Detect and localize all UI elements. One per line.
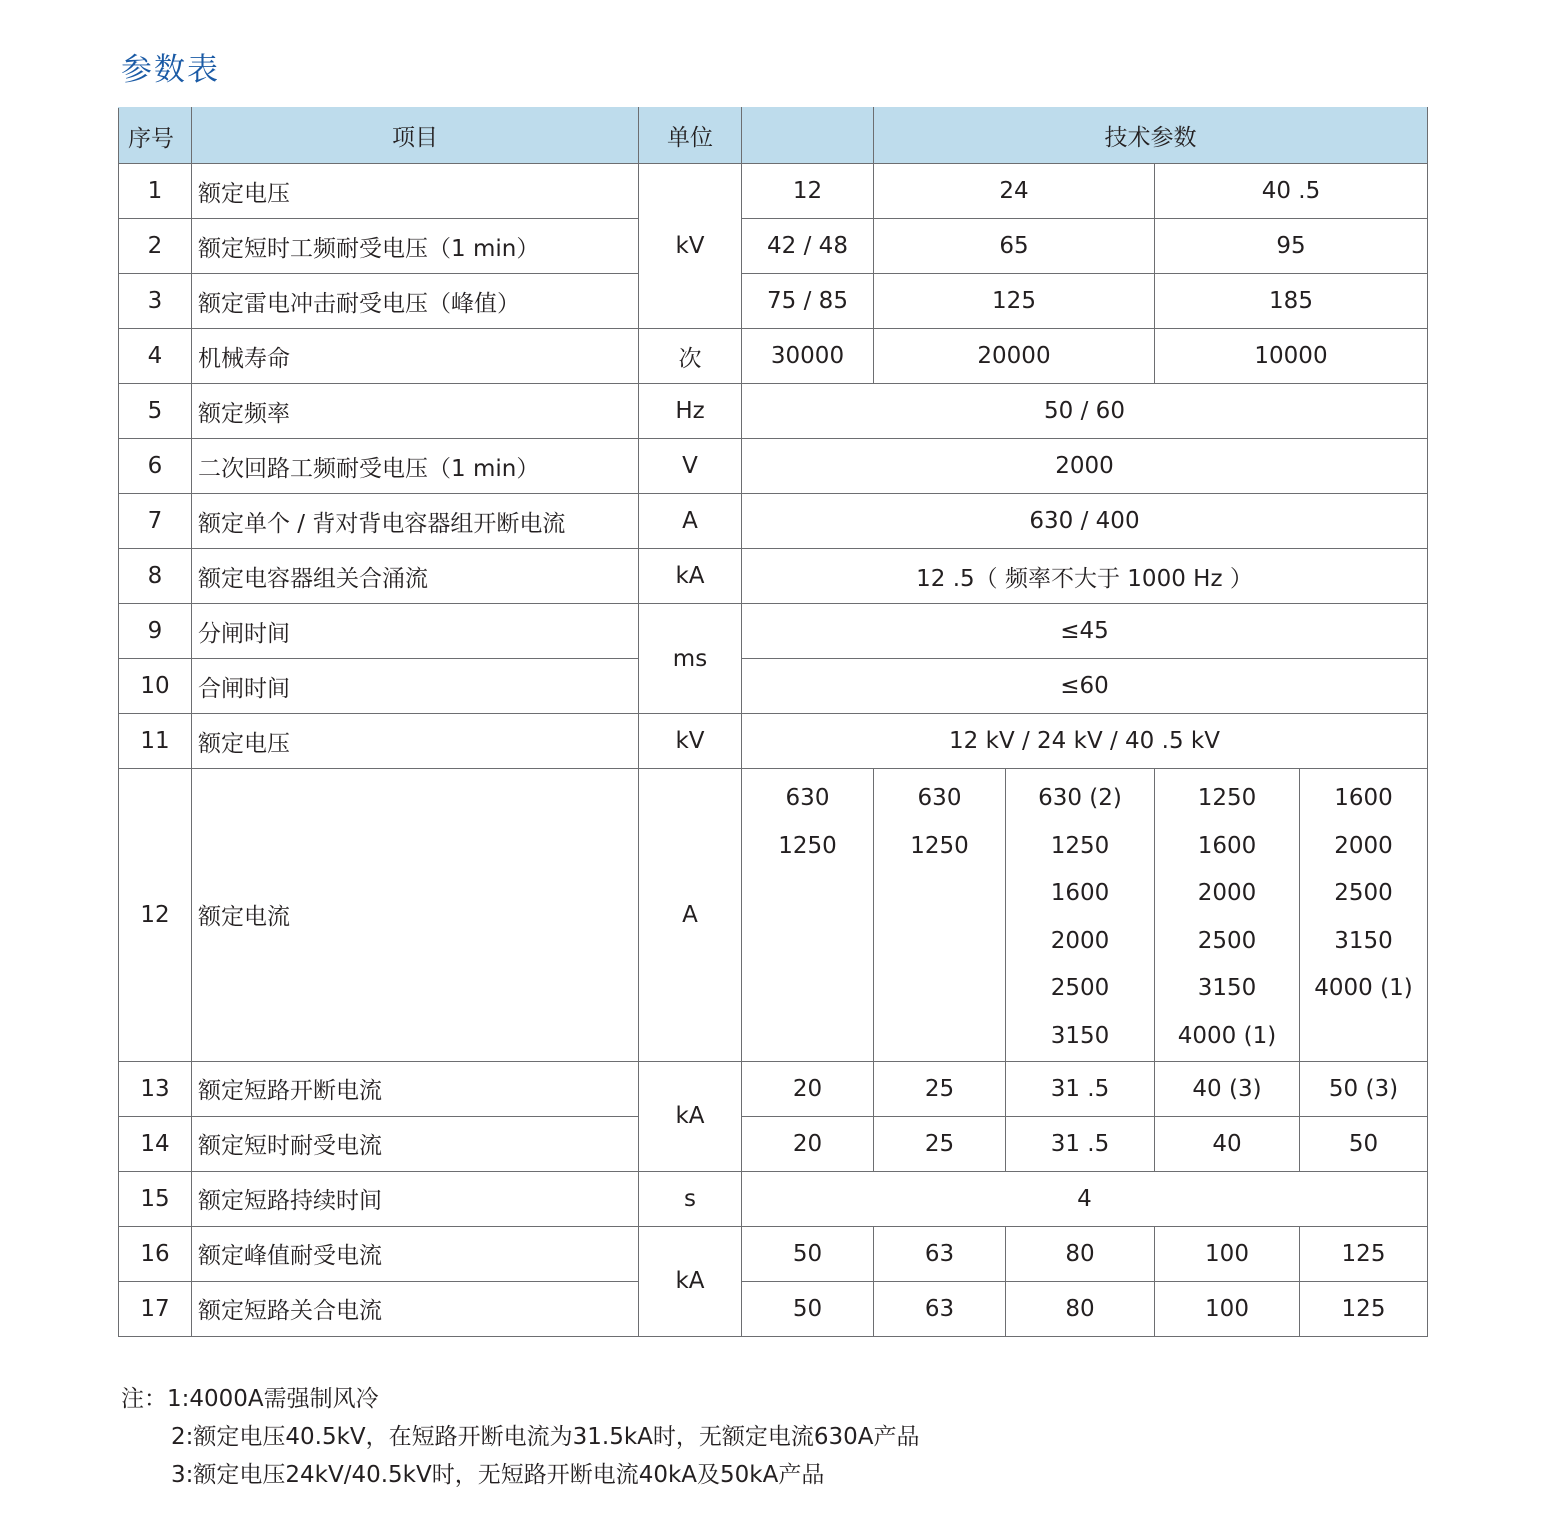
row-value: 42 / 48 (742, 219, 874, 274)
row-item: 额定短路关合电流 (192, 1281, 639, 1336)
row-unit: A (639, 769, 742, 1062)
row-unit: A (639, 494, 742, 549)
row-item: 额定短路持续时间 (192, 1171, 639, 1226)
row-value: ≤60 (742, 659, 1428, 714)
current-value: 1600 (1197, 832, 1257, 859)
row-value: 25 (874, 1116, 1006, 1171)
current-value: 4000 (1) (1177, 1022, 1277, 1049)
row-no: 16 (119, 1226, 192, 1281)
row-unit: ms (639, 604, 742, 714)
table-row (119, 1061, 1428, 1116)
current-value: 1250 (1050, 832, 1110, 859)
table-row (119, 384, 1428, 439)
current-value: 4000 (1) (1314, 975, 1413, 1002)
current-value: 2500 (1334, 880, 1393, 907)
row-unit: kV (639, 164, 742, 329)
row-unit: Hz (639, 384, 742, 439)
header-tech: 技术参数 (874, 108, 1428, 164)
row-value: 10000 (1155, 329, 1428, 384)
row-item: 额定短时工频耐受电压（1 min） (192, 219, 639, 274)
page-title: 参数表 (121, 52, 220, 88)
row-item: 额定电容器组关合涌流 (192, 549, 639, 604)
row-no: 12 (119, 769, 192, 1062)
row-value: 63 (874, 1226, 1006, 1281)
row-unit: 次 (639, 329, 742, 384)
row-item: 额定峰值耐受电流 (192, 1226, 639, 1281)
row-no: 9 (119, 604, 192, 659)
header-no: 序号 (119, 108, 192, 164)
row-value: 12 .5（ 频率不大于 1000 Hz ） (742, 549, 1428, 604)
row-value: 4 (742, 1171, 1428, 1226)
header-row (119, 108, 1428, 164)
table-row (119, 1281, 1428, 1336)
note-2: 2:额定电压40.5kV，在短路开断电流为31.5kA时，无额定电流630A产品 (171, 1424, 920, 1450)
row-value: 63 (874, 1281, 1006, 1336)
row-value: 50 (3) (1300, 1061, 1428, 1116)
row-value: 12 (742, 164, 874, 219)
row-value: 65 (874, 219, 1155, 274)
table-row (119, 714, 1428, 769)
table-row (119, 769, 1428, 1062)
table-row (119, 329, 1428, 384)
row-no: 6 (119, 439, 192, 494)
row-item: 分闸时间 (192, 604, 639, 659)
table-row (119, 604, 1428, 659)
row-value: 50 (742, 1226, 874, 1281)
current-value: 1250 (910, 832, 969, 859)
note-1: 注：1:4000A需强制风冷 (121, 1386, 379, 1412)
row-value: 24 (874, 164, 1155, 219)
row-value: 100 (1155, 1281, 1300, 1336)
table-row (119, 1116, 1428, 1171)
row-item: 合闸时间 (192, 659, 639, 714)
row-value: 2000 (742, 439, 1428, 494)
row-value: 50 (1300, 1116, 1428, 1171)
row-no: 13 (119, 1061, 192, 1116)
current-value: 630 (917, 785, 962, 811)
row-unit: s (639, 1171, 742, 1226)
row-no: 3 (119, 274, 192, 329)
row-value: 50 / 60 (742, 384, 1428, 439)
row-value: 100 (1155, 1226, 1300, 1281)
row-no: 17 (119, 1281, 192, 1336)
row-item: 额定电压 (192, 714, 639, 769)
table-row (119, 549, 1428, 604)
table-row (119, 219, 1428, 274)
row-no: 10 (119, 659, 192, 714)
row-item: 额定雷电冲击耐受电压（峰值） (192, 274, 639, 329)
row-item: 二次回路工频耐受电压（1 min） (192, 439, 639, 494)
table-row (119, 274, 1428, 329)
current-value: 3150 (1050, 1022, 1110, 1049)
row-unit: kA (639, 1061, 742, 1171)
row-item: 额定短路开断电流 (192, 1061, 639, 1116)
current-list-1 (742, 769, 874, 1062)
row-value: 125 (874, 274, 1155, 329)
current-value: 1600 (1050, 880, 1110, 907)
row-no: 8 (119, 549, 192, 604)
row-item: 额定频率 (192, 384, 639, 439)
row-value: 20 (742, 1061, 874, 1116)
current-value: 630 (2) (1038, 785, 1122, 811)
current-value: 2000 (1050, 927, 1110, 954)
row-value: 40 (3) (1155, 1061, 1300, 1116)
row-unit: V (639, 439, 742, 494)
row-unit: kA (639, 1226, 742, 1336)
row-value: 20 (742, 1116, 874, 1171)
note-3: 3:额定电压24kV/40.5kV时，无短路开断电流40kA及50kA产品 (171, 1462, 825, 1488)
current-value: 630 (785, 785, 830, 811)
row-value: 40 (1155, 1116, 1300, 1171)
table-row (119, 1171, 1428, 1226)
table-row (119, 439, 1428, 494)
current-value: 1600 (1334, 785, 1393, 811)
table-row (119, 494, 1428, 549)
current-value: 2500 (1050, 975, 1110, 1002)
current-value: 2500 (1197, 927, 1257, 954)
row-item: 机械寿命 (192, 329, 639, 384)
current-value: 3150 (1334, 927, 1393, 954)
row-item: 额定短时耐受电流 (192, 1116, 639, 1171)
row-value: 125 (1300, 1226, 1428, 1281)
row-no: 7 (119, 494, 192, 549)
header-blank (742, 108, 874, 164)
header-item: 项目 (192, 108, 639, 164)
row-value: 30000 (742, 329, 874, 384)
table-row (119, 1226, 1428, 1281)
row-no: 2 (119, 219, 192, 274)
row-unit: kA (639, 549, 742, 604)
row-value: 80 (1006, 1226, 1155, 1281)
row-value: 75 / 85 (742, 274, 874, 329)
row-value: 80 (1006, 1281, 1155, 1336)
current-value: 1250 (778, 832, 837, 859)
row-item: 额定电压 (192, 164, 639, 219)
current-value: 2000 (1334, 832, 1393, 859)
row-value: 20000 (874, 329, 1155, 384)
row-value: 95 (1155, 219, 1428, 274)
row-item: 额定单个 / 背对背电容器组开断电流 (192, 494, 639, 549)
current-value: 2000 (1197, 880, 1257, 907)
notes (121, 1380, 920, 1494)
row-no: 1 (119, 164, 192, 219)
current-list-5 (1300, 769, 1428, 1062)
row-no: 4 (119, 329, 192, 384)
current-value: 1250 (1197, 785, 1257, 811)
header-unit: 单位 (639, 108, 742, 164)
current-list-3 (1006, 769, 1155, 1062)
row-no: 15 (119, 1171, 192, 1226)
row-value: 25 (874, 1061, 1006, 1116)
row-item: 额定电流 (192, 769, 639, 1062)
row-unit: kV (639, 714, 742, 769)
row-no: 5 (119, 384, 192, 439)
current-list-4 (1155, 769, 1300, 1062)
row-value: 12 kV / 24 kV / 40 .5 kV (742, 714, 1428, 769)
row-no: 11 (119, 714, 192, 769)
row-value: 31 .5 (1006, 1061, 1155, 1116)
table-row (119, 659, 1428, 714)
row-value: 50 (742, 1281, 874, 1336)
row-no: 14 (119, 1116, 192, 1171)
current-list-2 (874, 769, 1006, 1062)
table-row (119, 164, 1428, 219)
row-value: 185 (1155, 274, 1428, 329)
row-value: 125 (1300, 1281, 1428, 1336)
row-value: 630 / 400 (742, 494, 1428, 549)
row-value: 40 .5 (1155, 164, 1428, 219)
row-value: ≤45 (742, 604, 1428, 659)
row-value: 31 .5 (1006, 1116, 1155, 1171)
parameter-table (118, 107, 1428, 1337)
current-value: 3150 (1197, 975, 1257, 1002)
